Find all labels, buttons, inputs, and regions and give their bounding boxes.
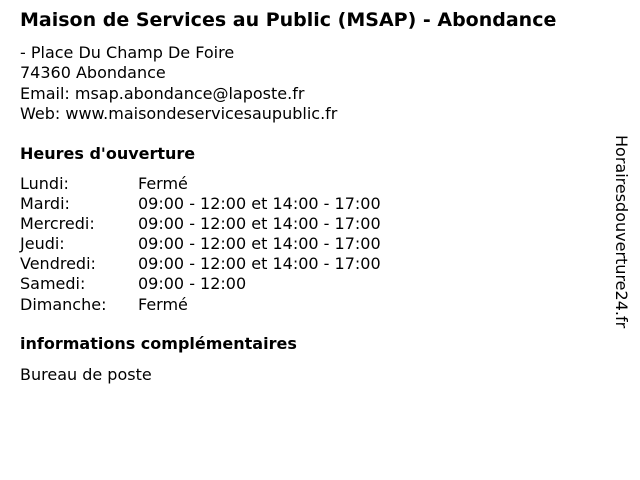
email-line: Email: msap.abondance@laposte.fr <box>20 83 305 103</box>
time-value: Fermé <box>138 174 188 193</box>
hours-row-tuesday <box>20 194 440 214</box>
time-value: 09:00 - 12:00 et 14:00 - 17:00 <box>138 194 381 214</box>
page-title: Maison de Services au Public (MSAP) - Abondance <box>20 9 557 31</box>
opening-hours-table <box>20 174 440 315</box>
hours-row-monday <box>20 174 440 194</box>
time-value: Fermé <box>138 294 188 314</box>
time-value: 09:00 - 12:00 <box>138 274 247 294</box>
day-label: Dimanche: <box>20 294 107 314</box>
street-address: - Place Du Champ De Foire <box>20 43 235 62</box>
day-label: Mardi: <box>20 194 70 214</box>
day-label: Mercredi: <box>20 214 95 234</box>
hours-row-wednesday <box>20 214 440 234</box>
hours-row-thursday <box>20 234 440 254</box>
day-label: Vendredi: <box>20 254 96 274</box>
day-label: Jeudi: <box>20 234 65 254</box>
time-value: 09:00 - 12:00 et 14:00 - 17:00 <box>138 254 381 274</box>
address-block <box>20 43 337 124</box>
additional-info-heading: informations complémentaires <box>20 334 297 353</box>
website-line: Web: www.maisondeservicesaupublic.fr <box>20 103 338 123</box>
additional-info-text: Bureau de poste <box>20 365 152 384</box>
hours-row-sunday <box>20 295 440 315</box>
hours-row-saturday <box>20 274 440 294</box>
hours-row-friday <box>20 254 440 274</box>
day-label: Lundi: <box>20 174 69 193</box>
time-value: 09:00 - 12:00 et 14:00 - 17:00 <box>138 214 381 234</box>
time-value: 09:00 - 12:00 et 14:00 - 17:00 <box>138 234 381 254</box>
site-watermark: Horairesdouverture24.fr <box>612 135 631 329</box>
day-label: Samedi: <box>20 274 86 294</box>
opening-hours-heading: Heures d'ouverture <box>20 144 196 163</box>
city-address: 74360 Abondance <box>20 63 166 83</box>
